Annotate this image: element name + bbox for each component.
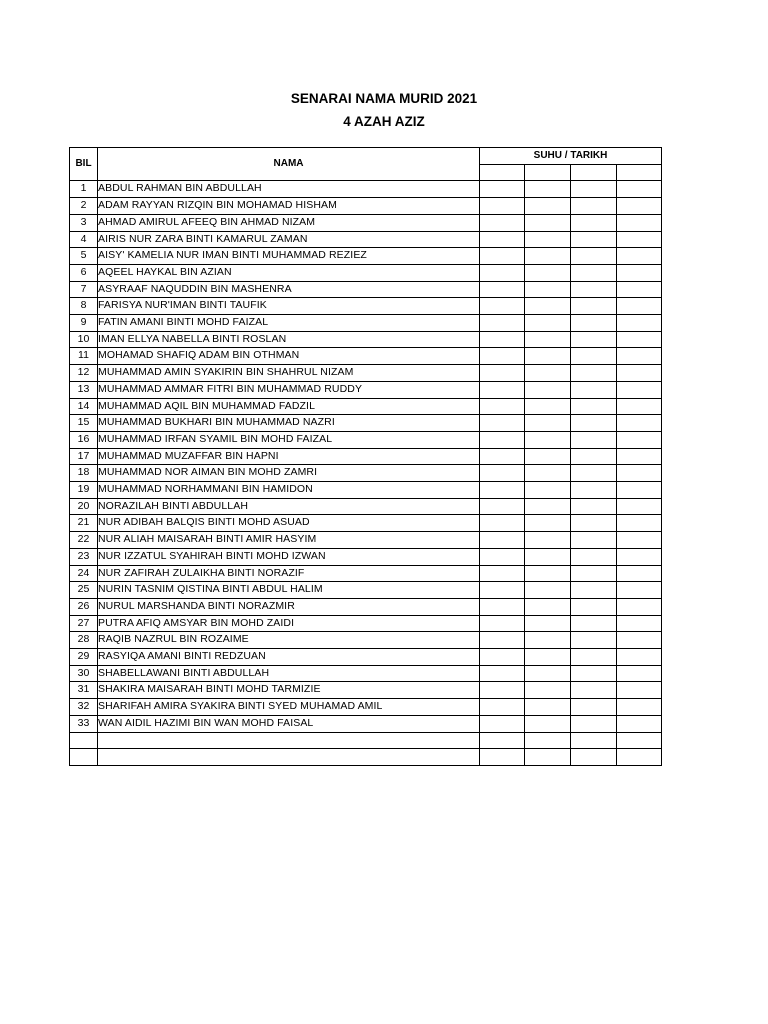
temperature-cell [480,348,525,365]
temperature-cell [480,565,525,582]
temperature-cell [617,198,662,215]
row-number: 14 [70,398,98,415]
temperature-cell [525,699,571,716]
temperature-cell [480,682,525,699]
temperature-cell [617,248,662,265]
temperature-cell [525,214,571,231]
table-row [70,315,662,332]
table-row [70,431,662,448]
temperature-cell [480,448,525,465]
student-name: NUR ADIBAH BALQIS BINTI MOHD ASUAD [98,515,480,532]
temperature-cell [480,632,525,649]
temperature-cell [525,381,571,398]
row-number: 30 [70,665,98,682]
empty-row [70,749,662,766]
temperature-cell [617,515,662,532]
student-name: FARISYA NUR'IMAN BINTI TAUFIK [98,298,480,315]
date-cell [617,164,662,181]
row-number [70,732,98,749]
temperature-cell [525,615,571,632]
temperature-cell [480,198,525,215]
temperature-cell [480,665,525,682]
student-name: RASYIQA AMANI BINTI REDZUAN [98,649,480,666]
student-name: FATIN AMANI BINTI MOHD FAIZAL [98,315,480,332]
table-row [70,264,662,281]
row-number: 27 [70,615,98,632]
temperature-cell [571,431,617,448]
temperature-cell [525,632,571,649]
temperature-cell [571,632,617,649]
student-name: MOHAMAD SHAFIQ ADAM BIN OTHMAN [98,348,480,365]
temperature-cell [571,749,617,766]
table-row [70,298,662,315]
temperature-cell [480,248,525,265]
table-row [70,598,662,615]
date-cell [571,164,617,181]
temperature-cell [617,431,662,448]
empty-row [70,732,662,749]
student-name: AIRIS NUR ZARA BINTI KAMARUL ZAMAN [98,231,480,248]
temperature-cell [617,298,662,315]
temperature-cell [525,532,571,549]
temperature-cell [571,699,617,716]
temperature-cell [525,298,571,315]
temperature-cell [617,598,662,615]
temperature-cell [480,649,525,666]
temperature-cell [617,331,662,348]
temperature-cell [571,248,617,265]
temperature-cell [617,482,662,499]
temperature-cell [480,498,525,515]
temperature-cell [480,532,525,549]
temperature-cell [525,248,571,265]
temperature-cell [525,482,571,499]
student-name: MUHAMMAD NOR AIMAN BIN MOHD ZAMRI [98,465,480,482]
temperature-cell [525,348,571,365]
temperature-cell [525,665,571,682]
temperature-cell [571,732,617,749]
temperature-cell [571,565,617,582]
temperature-cell [480,231,525,248]
row-number: 9 [70,315,98,332]
table-row [70,482,662,499]
temperature-cell [525,281,571,298]
temperature-cell [571,415,617,432]
roster-body [70,181,662,766]
student-name: MUHAMMAD MUZAFFAR BIN HAPNI [98,448,480,465]
temperature-cell [617,281,662,298]
row-number: 23 [70,548,98,565]
temperature-cell [525,181,571,198]
table-row [70,649,662,666]
row-number: 31 [70,682,98,699]
temperature-cell [571,715,617,732]
temperature-cell [617,682,662,699]
temperature-cell [571,649,617,666]
table-row [70,181,662,198]
temperature-cell [617,415,662,432]
temperature-cell [525,498,571,515]
temperature-cell [480,365,525,382]
table-row [70,281,662,298]
student-name: MUHAMMAD NORHAMMANI BIN HAMIDON [98,482,480,499]
temperature-cell [617,348,662,365]
student-name: SHABELLAWANI BINTI ABDULLAH [98,665,480,682]
header-nama: NAMA [98,148,480,181]
student-name: AQEEL HAYKAL BIN AZIAN [98,264,480,281]
student-name: WAN AIDIL HAZIMI BIN WAN MOHD FAISAL [98,715,480,732]
temperature-cell [480,515,525,532]
row-number: 12 [70,365,98,382]
student-name: MUHAMMAD AMMAR FITRI BIN MUHAMMAD RUDDY [98,381,480,398]
temperature-cell [480,281,525,298]
temperature-cell [525,465,571,482]
temperature-cell [480,548,525,565]
class-name: 4 AZAH AZIZ [343,114,425,129]
student-name: AISY' KAMELIA NUR IMAN BINTI MUHAMMAD REZIEZ [98,248,480,265]
temperature-cell [480,732,525,749]
temperature-cell [525,331,571,348]
temperature-cell [480,598,525,615]
table-row [70,248,662,265]
temperature-cell [571,615,617,632]
temperature-cell [480,715,525,732]
date-cell [525,164,571,181]
student-name [98,749,480,766]
temperature-cell [571,582,617,599]
temperature-cell [617,699,662,716]
student-name: NORAZILAH BINTI ABDULLAH [98,498,480,515]
student-name: ADAM RAYYAN RIZQIN BIN MOHAMAD HISHAM [98,198,480,215]
temperature-cell [571,198,617,215]
temperature-cell [617,381,662,398]
row-number: 5 [70,248,98,265]
row-number: 4 [70,231,98,248]
temperature-cell [617,365,662,382]
table-row [70,415,662,432]
temperature-cell [571,214,617,231]
table-row [70,582,662,599]
student-roster-table [69,147,662,766]
table-row [70,532,662,549]
row-number: 6 [70,264,98,281]
temperature-cell [480,749,525,766]
table-row [70,699,662,716]
temperature-cell [525,431,571,448]
temperature-cell [617,548,662,565]
student-name: RAQIB NAZRUL BIN ROZAIME [98,632,480,649]
temperature-cell [525,365,571,382]
temperature-cell [525,398,571,415]
student-name [98,732,480,749]
row-number: 13 [70,381,98,398]
temperature-cell [617,264,662,281]
temperature-cell [617,231,662,248]
table-row [70,465,662,482]
row-number: 32 [70,699,98,716]
temperature-cell [571,381,617,398]
temperature-cell [525,649,571,666]
row-number: 20 [70,498,98,515]
table-row [70,515,662,532]
temperature-cell [571,532,617,549]
row-number [70,749,98,766]
student-name: MUHAMMAD IRFAN SYAMIL BIN MOHD FAIZAL [98,431,480,448]
temperature-cell [617,632,662,649]
table-row [70,715,662,732]
temperature-cell [571,448,617,465]
temperature-cell [617,532,662,549]
temperature-cell [525,448,571,465]
temperature-cell [617,465,662,482]
student-name: SHARIFAH AMIRA SYAKIRA BINTI SYED MUHAMAD AMIL [98,699,480,716]
table-row [70,398,662,415]
student-name: MUHAMMAD AQIL BIN MUHAMMAD FADZIL [98,398,480,415]
temperature-cell [571,465,617,482]
temperature-cell [571,281,617,298]
temperature-cell [617,448,662,465]
temperature-cell [480,699,525,716]
temperature-cell [525,315,571,332]
temperature-cell [480,431,525,448]
table-row [70,665,662,682]
temperature-cell [480,315,525,332]
table-row [70,365,662,382]
temperature-cell [571,315,617,332]
temperature-cell [571,398,617,415]
temperature-cell [480,214,525,231]
temperature-cell [571,665,617,682]
temperature-cell [617,615,662,632]
row-number: 29 [70,649,98,666]
student-name: NUR IZZATUL SYAHIRAH BINTI MOHD IZWAN [98,548,480,565]
row-number: 21 [70,515,98,532]
temperature-cell [617,665,662,682]
temperature-cell [525,732,571,749]
temperature-cell [617,214,662,231]
temperature-cell [525,749,571,766]
temperature-cell [525,598,571,615]
row-number: 19 [70,482,98,499]
temperature-cell [571,498,617,515]
temperature-cell [571,548,617,565]
temperature-cell [571,181,617,198]
temperature-cell [617,181,662,198]
document-title: SENARAI NAMA MURID 2021 [290,91,478,106]
temperature-cell [617,749,662,766]
temperature-cell [480,181,525,198]
temperature-cell [617,582,662,599]
student-name: ABDUL RAHMAN BIN ABDULLAH [98,181,480,198]
date-cell [480,164,525,181]
student-name: IMAN ELLYA NABELLA BINTI ROSLAN [98,331,480,348]
header-suhu-tarikh: SUHU / TARIKH [480,148,662,165]
table-row [70,231,662,248]
header-row [70,148,662,165]
student-name: MUHAMMAD AMIN SYAKIRIN BIN SHAHRUL NIZAM [98,365,480,382]
student-name: PUTRA AFIQ AMSYAR BIN MOHD ZAIDI [98,615,480,632]
temperature-cell [525,682,571,699]
row-number: 22 [70,532,98,549]
temperature-cell [525,231,571,248]
table-row [70,632,662,649]
row-number: 11 [70,348,98,365]
temperature-cell [571,298,617,315]
temperature-cell [525,415,571,432]
temperature-cell [480,482,525,499]
temperature-cell [525,515,571,532]
temperature-cell [480,398,525,415]
student-name: NUR ALIAH MAISARAH BINTI AMIR HASYIM [98,532,480,549]
row-number: 2 [70,198,98,215]
row-number: 18 [70,465,98,482]
table-row [70,381,662,398]
temperature-cell [571,348,617,365]
row-number: 15 [70,415,98,432]
temperature-cell [617,732,662,749]
temperature-cell [571,231,617,248]
temperature-cell [525,198,571,215]
temperature-cell [617,649,662,666]
table-row [70,198,662,215]
student-name: NURIN TASNIM QISTINA BINTI ABDUL HALIM [98,582,480,599]
table-row [70,331,662,348]
row-number: 25 [70,582,98,599]
temperature-cell [571,264,617,281]
student-name: NURUL MARSHANDA BINTI NORAZMIR [98,598,480,615]
row-number: 10 [70,331,98,348]
temperature-cell [571,365,617,382]
table-row [70,682,662,699]
temperature-cell [525,264,571,281]
temperature-cell [571,682,617,699]
row-number: 16 [70,431,98,448]
temperature-cell [617,498,662,515]
row-number: 24 [70,565,98,582]
temperature-cell [571,598,617,615]
student-name: NUR ZAFIRAH ZULAIKHA BINTI NORAZIF [98,565,480,582]
temperature-cell [480,465,525,482]
table-row [70,615,662,632]
temperature-cell [617,398,662,415]
row-number: 28 [70,632,98,649]
temperature-cell [480,331,525,348]
student-name: AHMAD AMIRUL AFEEQ BIN AHMAD NIZAM [98,214,480,231]
row-number: 8 [70,298,98,315]
student-name: SHAKIRA MAISARAH BINTI MOHD TARMIZIE [98,682,480,699]
row-number: 1 [70,181,98,198]
table-row [70,498,662,515]
table-row [70,348,662,365]
row-number: 17 [70,448,98,465]
row-number: 26 [70,598,98,615]
temperature-cell [480,615,525,632]
student-name: MUHAMMAD BUKHARI BIN MUHAMMAD NAZRI [98,415,480,432]
temperature-cell [571,515,617,532]
temperature-cell [480,298,525,315]
temperature-cell [525,715,571,732]
temperature-cell [480,264,525,281]
student-name: ASYRAAF NAQUDDIN BIN MASHENRA [98,281,480,298]
temperature-cell [617,565,662,582]
table-row [70,214,662,231]
table-row [70,448,662,465]
temperature-cell [571,331,617,348]
row-number: 7 [70,281,98,298]
temperature-cell [480,582,525,599]
temperature-cell [525,565,571,582]
temperature-cell [617,715,662,732]
temperature-cell [617,315,662,332]
temperature-cell [525,548,571,565]
temperature-cell [571,482,617,499]
table-row [70,548,662,565]
row-number: 3 [70,214,98,231]
table-row [70,565,662,582]
row-number: 33 [70,715,98,732]
temperature-cell [480,381,525,398]
temperature-cell [480,415,525,432]
temperature-cell [525,582,571,599]
header-bil: BIL [70,148,98,181]
